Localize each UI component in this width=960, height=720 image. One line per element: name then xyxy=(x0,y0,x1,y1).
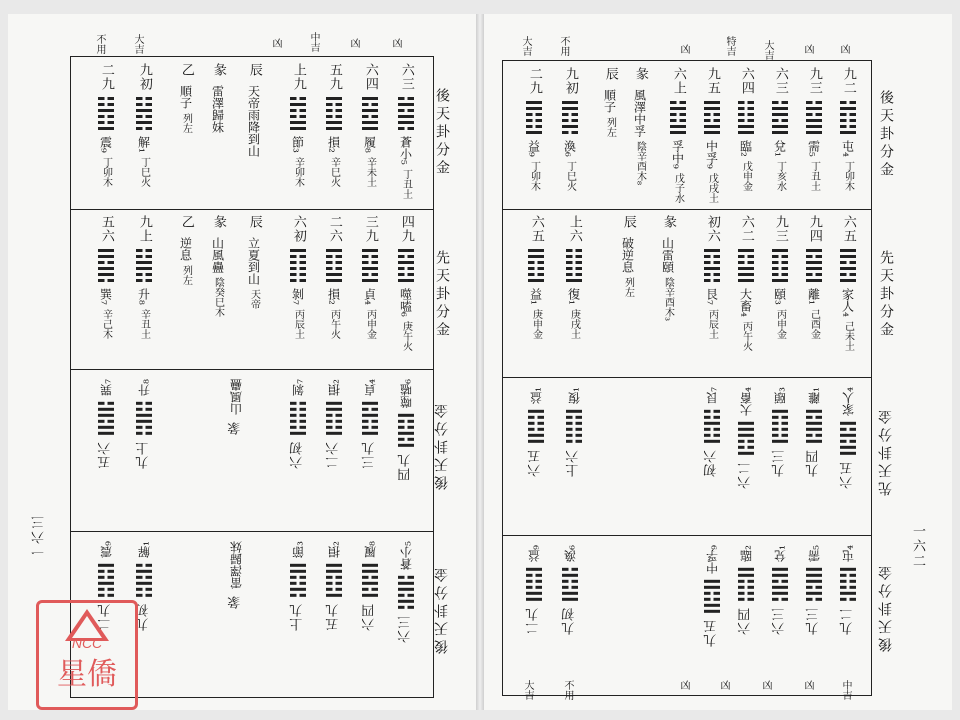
hex-col: 六五 益₁ 庚申金 xyxy=(528,215,544,339)
top-note: 凶 xyxy=(678,44,689,54)
bottom-note: 大吉 xyxy=(522,680,533,700)
hex-col: 六三 蒼小₅ 丁丑土 xyxy=(398,63,414,199)
right-band-4-inverted xyxy=(503,535,871,695)
top-note: 凶 xyxy=(270,38,281,48)
hex-col: 六二 大畜₄ xyxy=(738,387,754,489)
hex-col: 四九 噬嗑₆ 庚午火 xyxy=(398,215,414,351)
hex-col: 九三 需₅ 丁丑土 xyxy=(806,67,822,191)
top-note: 凶 xyxy=(348,38,359,48)
bottom-note: 不用 xyxy=(562,680,573,700)
top-note: 凶 xyxy=(390,38,401,48)
left-page xyxy=(8,14,476,710)
hex-col: 九初 解₁ 丁巳火 xyxy=(136,63,152,187)
right-table xyxy=(502,60,872,696)
hex-col: 三九 貞₄ 丙申金 xyxy=(362,215,378,339)
top-note: 特吉 xyxy=(724,36,735,56)
hex-col: 六五 家人₄ xyxy=(840,387,856,489)
hex-col: 上六 復₁ 庚戌土 xyxy=(566,215,582,339)
hex-col: 六二 大畜₄ 丙午火 xyxy=(738,215,754,351)
hex-col: 六四 履₈ 辛未土 xyxy=(362,63,378,187)
hex-col: 五六 巽₇ xyxy=(98,379,114,469)
hex-col: 六三 蒼小₅ xyxy=(398,541,414,643)
hex-col: 九四 離₁ 己酉金 xyxy=(806,215,822,339)
text-col: 彖 山風蠱 xyxy=(228,379,244,435)
triangle-icon xyxy=(65,609,109,641)
stamp-latin: NCC xyxy=(71,635,103,651)
bottom-note: 凶 xyxy=(718,680,729,690)
hex-col: 六四 臨₂ 戊申金 xyxy=(738,67,754,191)
top-note: 大吉 xyxy=(520,36,531,56)
title-low: 後天卦分金 xyxy=(434,400,450,490)
hex-col: 上九 節₃ xyxy=(290,541,306,631)
book-gutter xyxy=(476,14,484,710)
hex-col: 九四 離₁ xyxy=(806,387,822,477)
hex-col: 六上 孚中₉ 戊子水 xyxy=(670,67,686,203)
hex-col: 九五 中孚₉ 戊戌土 xyxy=(704,67,720,203)
hex-col: 二九 益₉ 丁卯木 xyxy=(526,67,542,191)
hex-col: 六四 履₈ xyxy=(362,541,378,631)
hex-col: 九三 頤₃ xyxy=(772,387,788,477)
hex-col: 上九 節₃ 辛卯木 xyxy=(290,63,306,187)
hex-col: 九二 屯₄ xyxy=(840,545,856,635)
right-title-top: 後天卦分金 xyxy=(878,90,894,180)
ncc-stamp xyxy=(36,600,138,710)
top-note: 凶 xyxy=(838,44,849,54)
hex-col: 二九 益₉ xyxy=(526,545,542,635)
hex-col: 九三 需₅ xyxy=(806,545,822,635)
right-band-2 xyxy=(503,209,871,378)
text-col: 彖 山雷頤 陰辛酉木₃ xyxy=(660,215,676,322)
text-col: 彖 雷澤歸妹 xyxy=(210,63,226,133)
right-title-bottom: 後天卦分金 xyxy=(878,562,894,652)
hex-col: 初六 艮₇ xyxy=(704,387,720,477)
hex-col: 二九 震₉ xyxy=(98,541,114,631)
bottom-note: 中吉 xyxy=(840,680,851,700)
left-band-1 xyxy=(71,57,433,210)
page-number: 一六三 xyxy=(32,514,47,559)
hex-col: 初六 艮₇ 丙辰土 xyxy=(704,215,720,339)
top-note: 不用 xyxy=(94,34,105,54)
hex-col: 九初 渙₆ xyxy=(562,545,578,635)
hex-col: 二六 損₂ 丙午火 xyxy=(326,215,342,339)
text-col: 辰 順子 列左 xyxy=(602,67,618,137)
bottom-note: 凶 xyxy=(678,680,689,690)
hex-col: 六初 剝₇ 丙辰土 xyxy=(290,215,306,339)
hex-col: 九上 升₈ 辛丑土 xyxy=(136,215,152,339)
hex-col: 六五 益₁ xyxy=(528,387,544,477)
hex-col: 二六 損₂ xyxy=(326,379,342,469)
hex-col: 五九 損₂ 辛巳火 xyxy=(326,63,342,187)
hex-col: 六五 家人₄ 己未土 xyxy=(840,215,856,351)
title-top: 後天卦分金 xyxy=(434,88,450,178)
right-band-1 xyxy=(503,61,871,210)
hex-col: 六三 兌₁ 丁亥水 xyxy=(772,67,788,191)
right-page xyxy=(484,14,952,710)
text-col: 乙 順子 列左 xyxy=(178,63,194,133)
top-note: 大吉 xyxy=(762,40,773,60)
hex-col: 五九 損₂ xyxy=(326,541,342,631)
hex-col: 四九 噬嗑₆ xyxy=(398,379,414,481)
text-col: 乙 逆息 列左 xyxy=(178,215,194,285)
hex-col: 九上 升₈ xyxy=(136,379,152,469)
hex-col: 九初 解₁ xyxy=(136,541,152,631)
hex-col: 六初 剝₇ xyxy=(290,379,306,469)
bottom-note: 凶 xyxy=(760,680,771,690)
right-title-low: 先天卦分金 xyxy=(878,406,894,496)
top-note: 中吉 xyxy=(308,32,319,52)
hex-col: 上六 復₁ xyxy=(566,387,582,477)
top-note: 凶 xyxy=(802,44,813,54)
top-note: 不用 xyxy=(558,36,569,56)
hex-col: 九五 中孚₉ xyxy=(704,545,720,647)
top-note: 大吉 xyxy=(132,34,143,54)
right-title-mid: 先天卦分金 xyxy=(878,250,894,340)
hex-col: 五六 巽₇ 辛己木 xyxy=(98,215,114,339)
hex-col: 九初 渙₆ 丁巳火 xyxy=(562,67,578,191)
hex-col: 九二 屯₄ 丁卯木 xyxy=(840,67,856,191)
text-col: 彖 風澤中孚 陰辛酉木₈ xyxy=(632,67,648,186)
left-band-2 xyxy=(71,209,433,370)
stamp-cjk: 星僑 xyxy=(57,657,117,692)
text-col: 彖 山風蠱 陰癸巳木 xyxy=(210,215,226,317)
left-band-3-inverted xyxy=(71,369,433,532)
page-number: 一六二 xyxy=(910,524,925,569)
text-col: 辰 天帝雨降到山 xyxy=(246,63,262,157)
bottom-note: 凶 xyxy=(802,680,813,690)
hex-col: 六三 兌₁ xyxy=(772,545,788,635)
title-bottom: 後天卦分金 xyxy=(434,564,450,654)
text-col: 彖 雷澤歸妹 xyxy=(228,541,244,609)
hex-col: 六四 臨₂ xyxy=(738,545,754,635)
hex-col: 二九 震₉ 丁卯木 xyxy=(98,63,114,187)
right-band-3-inverted xyxy=(503,377,871,536)
hex-col: 九三 頤₃ 丙申金 xyxy=(772,215,788,339)
text-col: 辰 破逆息 列左 xyxy=(620,215,636,297)
text-col: 辰 立夏到山 天帝 xyxy=(246,215,262,309)
hex-col: 三九 貞₄ xyxy=(362,379,378,469)
title-mid: 先天卦分金 xyxy=(434,250,450,340)
